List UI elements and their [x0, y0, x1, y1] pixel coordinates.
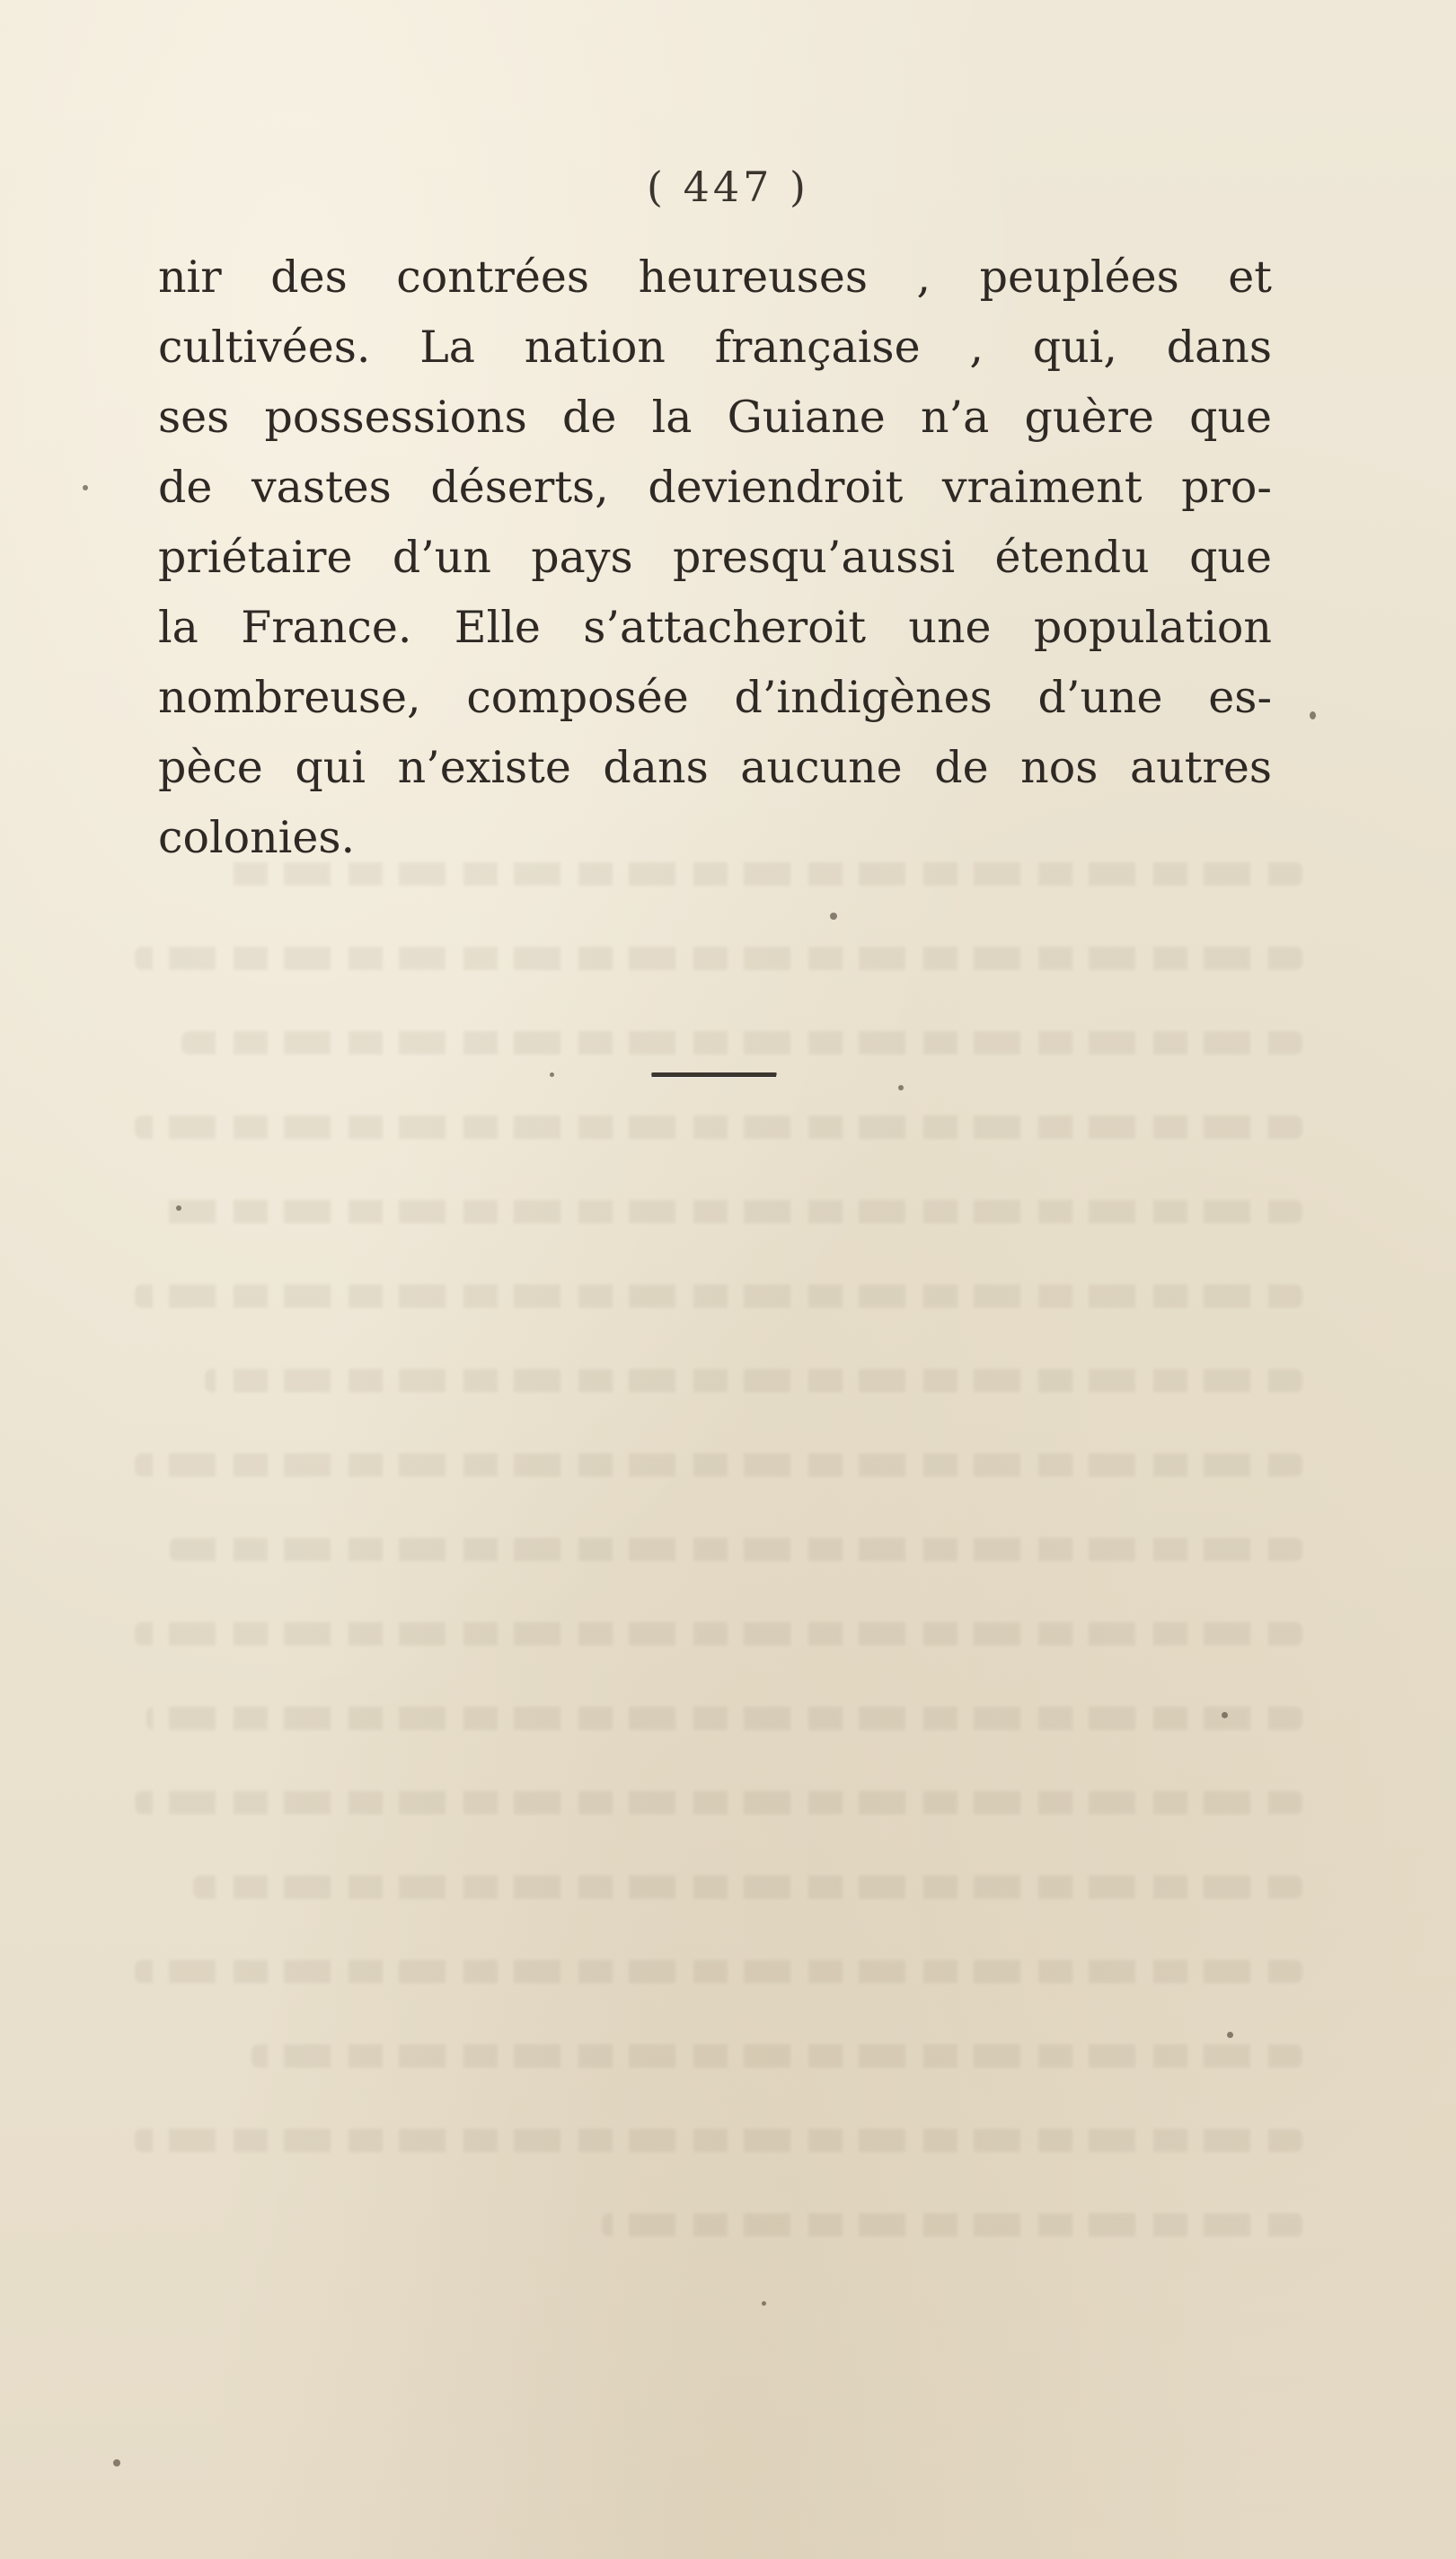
text-line: cultivées. La nation française , qui, dans [158, 322, 1272, 373]
text-line: pèce qui n’existe dans aucune de nos autres [158, 742, 1272, 793]
text-line: nir des contrées heureuses , peuplées et [158, 251, 1272, 303]
text-line: la France. Elle s’attacheroit une population [158, 602, 1272, 653]
ink-speck [1222, 1712, 1228, 1718]
text-line: ses possessions de la Guiane n’a guère que [158, 392, 1272, 443]
text-line: priétaire d’un pays presqu’aussi étendu que [158, 532, 1272, 583]
body-paragraph [158, 243, 1272, 873]
text-line: de vastes déserts, deviendroit vraiment pro- [158, 462, 1272, 513]
section-divider [651, 1072, 777, 1078]
bleed-through-text [135, 862, 1302, 2389]
ink-speck [176, 1205, 181, 1211]
ink-speck [83, 485, 88, 490]
ink-speck [550, 1072, 554, 1077]
text-line: nombreuse, composée d’indigènes d’une es- [158, 672, 1272, 723]
ink-speck [1310, 711, 1316, 719]
ink-speck [1227, 2032, 1233, 2038]
text-line: colonies. [158, 812, 356, 863]
ink-speck [113, 2459, 120, 2466]
ink-speck [898, 1085, 904, 1090]
ink-speck [830, 913, 837, 920]
page-number: ( 447 ) [647, 163, 809, 211]
ink-speck [762, 2301, 766, 2306]
